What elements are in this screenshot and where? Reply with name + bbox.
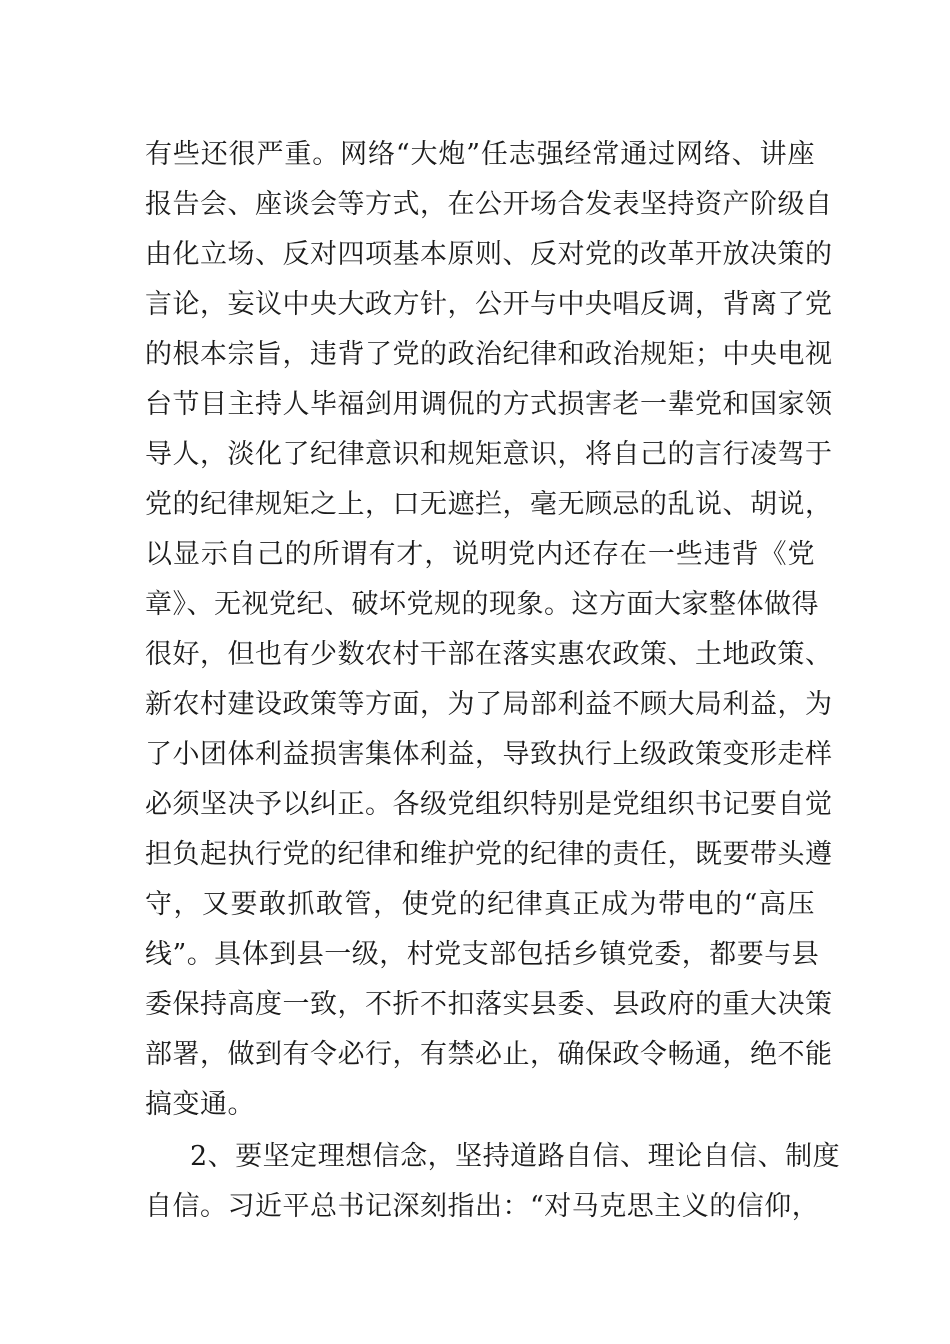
text-line-1: 有些还很严重。网络“大炮”任志强经常通过网络、讲座 [145, 139, 815, 170]
text-line-19: 部署，做到有令必行，有禁必止，确保政令畅通，绝不能 [145, 1039, 833, 1070]
text-line-12: 新农村建设政策等方面，为了局部利益不顾大局利益，为 [145, 689, 833, 720]
text-line-7: 导人，淡化了纪律意识和规矩意识，将自己的言行凌驾于 [145, 439, 833, 470]
text-line-20: 搞变通。 [145, 1089, 255, 1120]
text-line-5: 的根本宗旨，违背了党的政治纪律和政治规矩；中央电视 [145, 339, 833, 370]
text-line-4: 言论，妄议中央大政方针，公开与中央唱反调，背离了党 [145, 289, 833, 320]
text-line-6: 台节目主持人毕福剑用调侃的方式损害老一辈党和国家领 [145, 389, 833, 420]
text-line-22: 自信。习近平总书记深刻指出：“对马克思主义的信仰， [145, 1191, 820, 1222]
text-line-16: 守，又要敢抓敢管，使党的纪律真正成为带电的“高压 [145, 889, 815, 920]
text-line-21: 2、要坚定理想信念，坚持道路自信、理论自信、制度 [190, 1141, 841, 1172]
text-line-10: 章》、无视党纪、破坏党规的现象。这方面大家整体做得 [145, 589, 819, 620]
text-line-3: 由化立场、反对四项基本原则、反对党的改革开放决策的 [145, 239, 833, 270]
text-line-9: 以显示自己的所谓有才，说明党内还存在一些违背《党 [145, 539, 815, 570]
text-line-14: 必须坚决予以纠正。各级党组织特别是党组织书记要自觉 [145, 789, 833, 820]
text-line-15: 担负起执行党的纪律和维护党的纪律的责任，既要带头遵 [145, 839, 833, 870]
text-line-8: 党的纪律规矩之上，口无遮拦，毫无顾忌的乱说、胡说， [145, 489, 833, 520]
text-line-18: 委保持高度一致，不折不扣落实县委、县政府的重大决策 [145, 989, 833, 1020]
text-line-11: 很好，但也有少数农村干部在落实惠农政策、土地政策、 [145, 639, 833, 670]
text-line-2: 报告会、座谈会等方式，在公开场合发表坚持资产阶级自 [145, 189, 833, 220]
text-line-17: 线”。具体到县一级，村党支部包括乡镇党委，都要与县 [145, 939, 820, 970]
text-line-13: 了小团体利益损害集体利益，导致执行上级政策变形走样 [145, 739, 833, 770]
